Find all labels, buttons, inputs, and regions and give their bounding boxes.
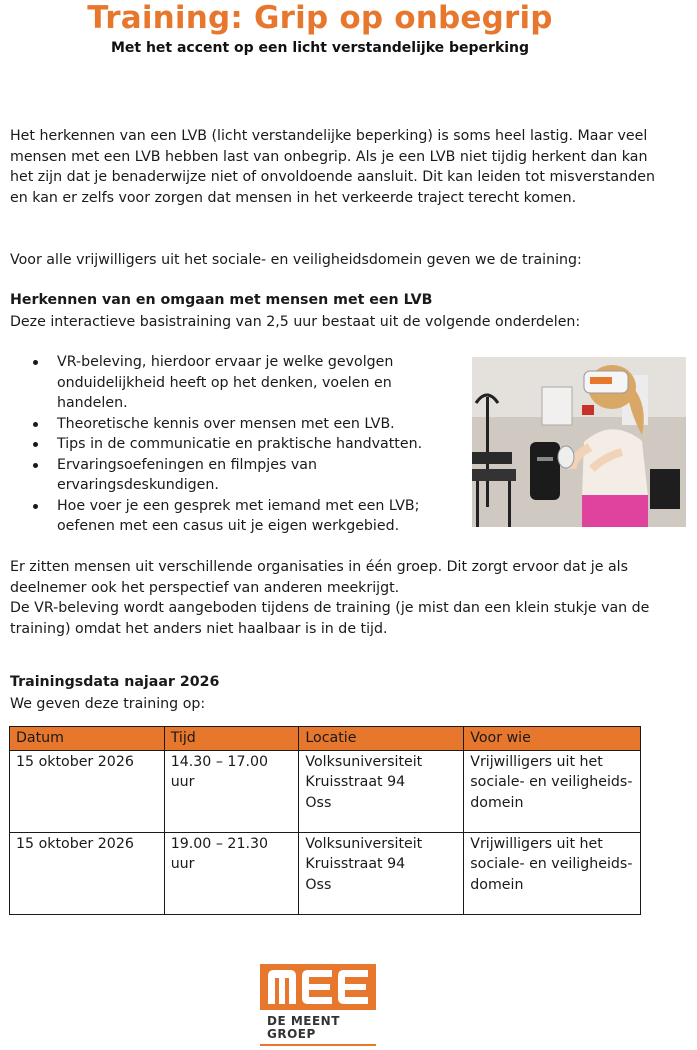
bullet-icon — [33, 463, 38, 468]
cell-line: Kruisstraat 94 — [305, 774, 406, 790]
list-item-text: Theoretische kennis over mensen met een LVB. — [57, 415, 395, 432]
cell-tijd: 14.30 – 17.00 uur — [164, 750, 299, 832]
logo-line-2: GROEP — [267, 1027, 316, 1041]
bullet-icon — [33, 360, 38, 365]
section-heading-lvb: Herkennen van en omgaan met mensen met een LVB — [10, 292, 433, 308]
cell-datum: 15 oktober 2026 — [10, 832, 165, 914]
cell-tijd: 19.00 – 21.30 uur — [164, 832, 299, 914]
list-item-text: Ervaringsoefeningen en filmpjes van ervaringsdeskundigen. — [57, 456, 317, 493]
cell-line: Volksuniversiteit — [305, 835, 423, 852]
table-row — [10, 832, 641, 914]
bullet-icon — [33, 422, 38, 427]
column-header: Voor wie — [464, 727, 641, 751]
logo-line-1: DE MEENT — [267, 1014, 340, 1028]
cell-line: Oss — [305, 794, 332, 811]
cell-voor-wie — [464, 832, 641, 914]
cell-datum: 15 oktober 2026 — [10, 750, 165, 832]
audience-paragraph: Voor alle vrijwilligers uit het sociale- en veiligheidsdomein geven we de training: — [10, 252, 582, 268]
table-row — [10, 750, 641, 832]
section-heading-dates: Trainingsdata najaar 2026 — [10, 674, 220, 690]
list-item — [33, 352, 453, 414]
cell-line: Vrijwilligers uit het — [470, 835, 603, 852]
bullet-icon — [33, 442, 38, 447]
cell-line: domein — [470, 794, 524, 811]
cell-line: Oss — [305, 876, 332, 893]
intro-paragraph: Het herkennen van een LVB (licht verstandelijke beperking) is soms heel lastig. Maar veel mensen met een LVB hebben last van onbegrip. Als je een LVB niet tijdig herkent dan kan het zijn dat je benaderwijze niet of onvoldoende aansluit. Dit kan leiden tot misverstanden en kan er zelfs voor zorgen dat mensen in het verkeerde traject terecht komen. — [10, 128, 655, 206]
column-header: Locatie — [299, 727, 464, 751]
cell-locatie — [299, 750, 464, 832]
training-components-list — [33, 352, 453, 537]
bullet-icon — [33, 504, 38, 509]
mee-logo-mark — [260, 964, 376, 1010]
section-lead-dates: We geven deze training op: — [10, 696, 206, 712]
cell-locatie — [299, 832, 464, 914]
groups-paragraph: Er zitten mensen uit verschillende organisaties in één groep. Dit zorgt ervoor dat je als deelnemer ook het perspectief van anderen meekrijgt. — [10, 559, 629, 596]
cell-line: Vrijwilligers uit het — [470, 753, 603, 770]
list-item — [33, 414, 453, 435]
table-header-row — [10, 727, 641, 751]
vr-training-photo — [472, 357, 686, 527]
cell-voor-wie — [464, 750, 641, 832]
list-item — [33, 434, 453, 455]
mee-logo-letters — [260, 964, 376, 1010]
list-item — [33, 455, 453, 496]
cell-line: domein — [470, 876, 524, 893]
cell-line: Kruisstraat 94 — [305, 856, 406, 872]
vr-note-paragraph: De VR-beleving wordt aangeboden tijdens de training (je mist dan een klein stukje van de training) omdat het anders niet haalbaar is in de tijd. — [10, 600, 650, 637]
training-dates-table — [9, 726, 641, 915]
list-item — [33, 496, 453, 537]
list-item-text: Tips in de communicatie en praktische handvatten. — [57, 436, 423, 452]
vr-photo-illustration — [472, 357, 686, 527]
cell-line: sociale- en veiligheids- — [470, 774, 633, 790]
mee-logo — [260, 964, 378, 1046]
list-item-text: Hoe voer je een gesprek met iemand met een LVB; oefenen met een casus uit je eigen werkgebied. — [57, 497, 420, 534]
list-item-text: VR-beleving, hierdoor ervaar je welke gevolgen onduidelijkheid heeft op het denken, voelen en handelen. — [57, 354, 394, 411]
column-header: Tijd — [164, 727, 299, 751]
column-header: Datum — [10, 727, 165, 751]
section-lead-lvb: Deze interactieve basistraining van 2,5 uur bestaat uit de volgende onderdelen: — [10, 314, 581, 330]
cell-line: sociale- en veiligheids- — [470, 856, 633, 872]
logo-underline — [260, 1044, 376, 1046]
page-title: Training: Grip op onbegrip — [87, 0, 553, 36]
page-subtitle: Met het accent op een licht verstandelijke beperking — [110, 40, 530, 56]
cell-line: Volksuniversiteit — [305, 753, 423, 770]
